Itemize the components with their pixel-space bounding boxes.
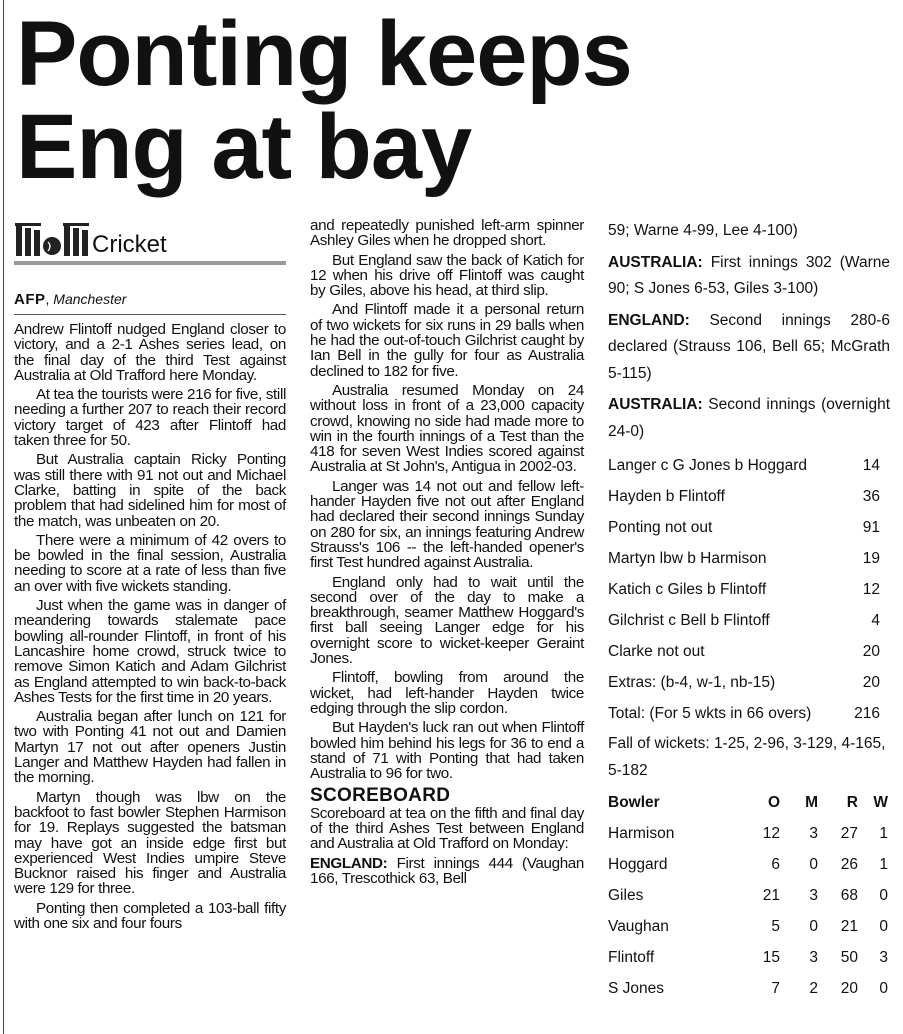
batting-list [608,450,890,729]
batsman-runs: 12 [862,580,880,598]
batting-row [608,512,890,543]
runs: 27 [840,824,858,842]
bowling-row [608,880,890,911]
eng-first-innings-cont: 59; Warne 4-99, Lee 4-100) [608,222,798,239]
wickets: 0 [879,917,888,935]
batting-row [608,636,890,667]
column-2 [310,218,584,890]
bowling-row [608,911,890,942]
batting-row [608,450,890,481]
maidens: 2 [809,979,818,997]
cricket-wickets-icon [14,218,90,258]
maidens: 3 [809,948,818,966]
paragraph: Flintoff, bowling from around the wicket, had left-hander Hayden twice edging through the slip cordon. [310,669,584,717]
byline: AFP, Manchester [14,291,286,315]
wickets: 1 [879,855,888,873]
wickets: 1 [879,824,888,842]
team-label: AUSTRALIA: [608,396,703,413]
wickets: 0 [879,979,888,997]
bowling-row [608,818,890,849]
extras-row [608,667,890,698]
column-1 [14,218,286,935]
batsman-runs: 91 [862,518,880,536]
runs: 26 [840,855,858,873]
overs: 5 [771,917,780,935]
paragraph: But England saw the back of Katich for 12 when his drive off Flintoff was caught by Giles, above his head, at third slip. [310,251,584,300]
paragraph: Andrew Flintoff nudged England closer to victory, and a 2-1 Ashes series lead, on the final day of the third Test against Australia at Old Trafford here Monday. [14,321,286,384]
bowler-name: Vaughan [608,917,669,935]
batsman-name: Martyn lbw b Harmison [608,549,767,567]
extras-runs: 20 [862,673,880,691]
paragraph: Australia began after lunch on 121 for two with Ponting 41 not out and Damien Martyn 17 not out after openers Justin Langer and Matthew Hayden had fallen in the morning. [14,708,286,787]
bowling-row [608,942,890,973]
batsman-name: Clarke not out [608,642,705,660]
paragraph: And Flintoff made it a personal return of two wickets for six runs in 29 balls when he had the out-of-touch Gilchrist caught by Ian Bell in the gully for four as Australia declined to 182 for five. [310,301,584,380]
maidens: 0 [809,917,818,935]
team-label: AUSTRALIA: [608,253,703,271]
column-3 [608,218,890,1004]
paragraph: Langer was 14 not out and fellow left-hander Hayden five not out after England had declared their second innings Sunday on 280 for six, an innings featuring Andrew Strauss's 106 -- the left-handed opener's first Test hundred against Australia. [310,477,584,572]
batsman-runs: 19 [862,549,880,567]
batsman-runs: 36 [862,487,880,505]
overs: 6 [771,855,780,873]
innings-text: Second innings 280-6 declared (Strauss 106, Bell 65; McGrath 5-115) [608,311,890,382]
byline-place: Manchester [53,291,127,307]
runs: 21 [840,917,858,935]
maidens: 3 [809,824,818,842]
batsman-name: Langer c G Jones b Hoggard [608,456,808,474]
total-row [608,698,890,729]
aus-second-innings [608,392,890,445]
bowler-name: Harmison [608,824,675,842]
article-body-col2 [310,218,584,886]
wickets: 3 [879,948,888,966]
runs-header: R [846,793,858,811]
section-header [14,218,286,265]
column-rule [3,0,4,1034]
batsman-runs: 20 [862,642,880,660]
bowling-row [608,973,890,1004]
bowling-header [608,787,890,818]
eng-first-innings [310,856,584,887]
bowler-name: Flintoff [608,948,655,966]
aus-first-innings [608,250,890,303]
team-label: ENGLAND: [608,311,690,329]
batsman-name: Katich c Giles b Flintoff [608,580,767,598]
total-label: Total: (For 5 wkts in 66 overs) [608,704,812,722]
scoreboard-col3 [608,218,890,445]
paragraph: Martyn though was lbw on the backfoot to fast bowler Stephen Harmison for 19. Replays suggested the batsman may have got an inside edge first but experienced West Indies umpire Steve Bucknor raised his finger and Australia were 129 for three. [14,788,286,898]
section-label: Cricket [92,231,167,258]
wickets: 0 [879,886,888,904]
headline [16,3,896,198]
paragraph: But Australia captain Ricky Ponting was still there with 91 not out and Michael Clarke, batting in spite of the back problem that had sidelined him for most of the match, was unbeaten on 20. [14,451,286,530]
paragraph: and repeatedly punished left-arm spinner Ashley Giles when he dropped short. [310,217,584,250]
bowling-row [608,849,890,880]
batsman-runs: 14 [862,456,880,474]
bowling-table [608,787,890,1004]
eng-second-innings [608,308,890,388]
bowler-name: S Jones [608,979,665,997]
paragraph: Ponting then completed a 103-ball fifty with one six and four fours [14,899,286,932]
bowler-name: Giles [608,886,644,904]
innings-text: First innings 302 (Warne 90; S Jones 6-53, Giles 3-100) [608,253,890,297]
overs: 15 [762,948,780,966]
paragraph: But Hayden's luck ran out when Flintoff bowled him behind his legs for 36 to end a stand of 71 with Ponting that had taken Australia to 96 for two. [310,719,584,783]
wickets-header: W [873,793,888,811]
batsman-name: Ponting not out [608,518,713,536]
batting-row [608,605,890,636]
batting-row [608,574,890,605]
fall-of-wickets: Fall of wickets: 1-25, 2-96, 3-129, 4-165, 5-182 [608,735,886,779]
overs: 7 [771,979,780,997]
headline-line-2: Eng at bay [16,96,472,198]
paragraph: At tea the tourists were 216 for five, still needing a further 207 to reach their record victory target of 423 after Flintoff had taken three for 50. [14,386,286,450]
bowler-name: Hoggard [608,855,668,873]
headline-line-1: Ponting keeps [16,3,632,105]
maidens: 3 [809,886,818,904]
maidens-header: M [805,793,818,811]
innings-text: Second innings (overnight 24-0) [608,396,890,440]
batting-row [608,543,890,574]
scoreboard-intro: Scoreboard at tea on the fifth and final day of the third Ashes Test between England and Australia at Old Trafford on Monday: [310,804,584,853]
article-body-col1 [14,322,286,931]
bowler-header: Bowler [608,793,660,811]
overs-header: O [767,793,780,811]
runs: 68 [840,886,858,904]
batsman-name: Hayden b Flintoff [608,487,725,505]
extras-label: Extras: (b-4, w-1, nb-15) [608,673,776,691]
paragraph: There were a minimum of 42 overs to be bowled in the final session, Australia needing to score at a rate of less than five an over with five wickets standing. [14,531,286,595]
byline-agency: AFP [14,291,46,308]
runs: 50 [840,948,858,966]
maidens: 0 [809,855,818,873]
batting-row [608,481,890,512]
innings-text: First innings 444 (Vaughan 166, Trescothick 63, Bell [310,854,584,887]
paragraph: Australia resumed Monday on 24 without loss in front of a 23,000 capacity crowd, knowing no side had made more to win in the fourth innings of a Test than the 418 for seven West Indies scored against Australia at St John's, Antigua in 2002-03. [310,381,584,476]
total-runs: 216 [854,704,880,722]
batsman-runs: 4 [871,611,880,629]
overs: 21 [762,886,780,904]
paragraph: Just when the game was in danger of meandering towards stalemate pace bowling all-rounder Flintoff, in front of his Lancashire home crowd, struck twice to remove Simon Katich and Adam Gilchrist as England attempted to win back-to-back Ashes Tests for the first time in 20 years. [14,597,286,706]
overs: 12 [762,824,780,842]
team-label: ENGLAND: [310,854,388,872]
batsman-name: Gilchrist c Bell b Flintoff [608,611,770,629]
scoreboard-title: SCOREBOARD [310,785,451,807]
paragraph: England only had to wait until the second over of the day to make a breakthrough, seamer Matthew Hoggard's first ball seeing Langer edge for his overnight score to wicket-keeper Geraint Jones. [310,573,584,668]
runs: 20 [840,979,858,997]
